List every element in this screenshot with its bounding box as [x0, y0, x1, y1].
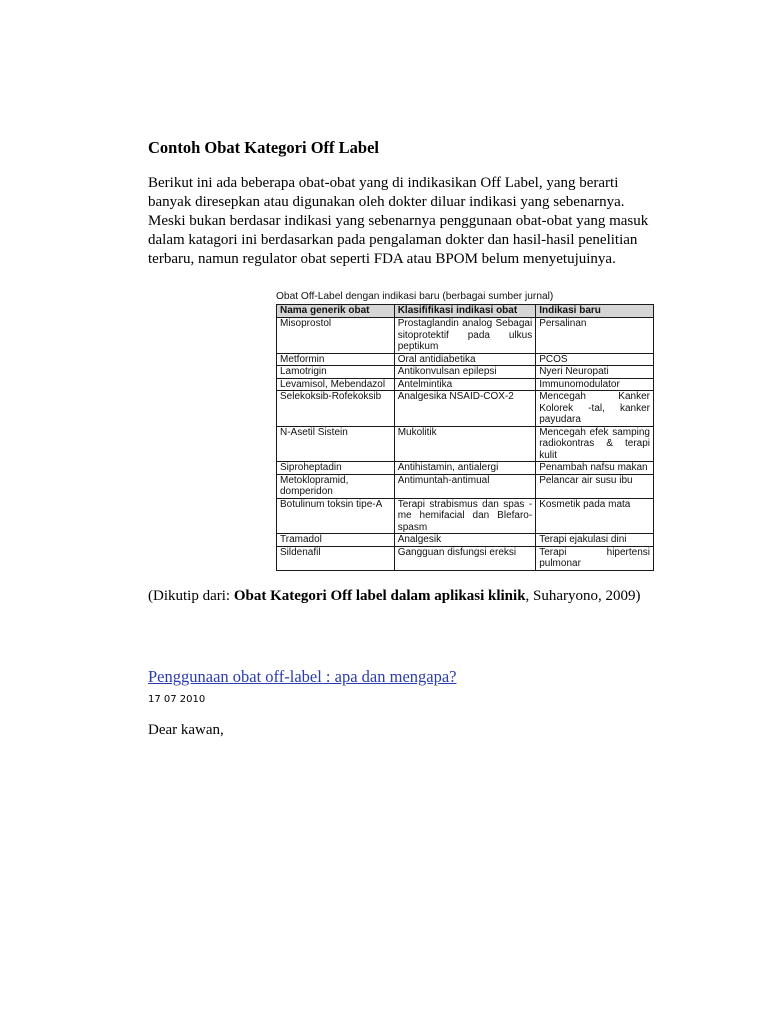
new-indication-cell: Kosmetik pada mata	[536, 498, 654, 534]
drug-name-cell: Sildenafil	[277, 546, 395, 570]
table-body	[277, 318, 654, 571]
citation-source: Obat Kategori Off label dalam aplikasi klinik	[233, 588, 526, 604]
classification-cell: Antikonvulsan epilepsi	[394, 366, 536, 379]
table-row	[277, 546, 654, 570]
new-indication-cell: Persalinan	[536, 318, 654, 354]
section-heading: Contoh Obat Kategori Off Label	[148, 138, 379, 157]
table-row	[277, 378, 654, 391]
classification-cell: Analgesik	[394, 534, 536, 547]
post-date: 17 07 2010	[148, 694, 206, 705]
classification-cell: Analgesika NSAID-COX-2	[394, 391, 536, 427]
table-row	[277, 391, 654, 427]
new-indication-cell: Pelancar air susu ibu	[536, 474, 654, 498]
table-row	[277, 498, 654, 534]
column-header: Indikasi baru	[536, 305, 654, 318]
classification-cell: Antelmintika	[394, 378, 536, 391]
table-header-row	[277, 305, 654, 318]
table-row	[277, 474, 654, 498]
table-row	[277, 366, 654, 379]
new-indication-cell: Immunomodulator	[536, 378, 654, 391]
classification-cell: Prostaglandin analog Sebagai sitoprotektif pada ulkus peptikum	[394, 318, 536, 354]
classification-cell: Gangguan disfungsi ereksi	[394, 546, 536, 570]
post-title-link[interactable]: Penggunaan obat off-label : apa dan mengapa?	[148, 667, 457, 686]
drug-name-cell: Tramadol	[277, 534, 395, 547]
drug-name-cell: Metoklopramid, domperidon	[277, 474, 395, 498]
classification-cell: Mukolitik	[394, 426, 536, 462]
drug-name-cell: Botulinum toksin tipe-A	[277, 498, 395, 534]
table-row	[277, 426, 654, 462]
citation-prefix: (Dikutip dari:	[148, 588, 234, 604]
table-row	[277, 318, 654, 354]
table-row	[277, 353, 654, 366]
drug-name-cell: Metformin	[277, 353, 395, 366]
classification-cell: Oral antidiabetika	[394, 353, 536, 366]
classification-cell: Antihistamin, antialergi	[394, 462, 536, 475]
off-label-drug-table	[276, 304, 654, 571]
new-indication-cell: Terapi ejakulasi dini	[536, 534, 654, 547]
new-indication-cell: Nyeri Neuropati	[536, 366, 654, 379]
citation	[148, 588, 641, 605]
new-indication-cell: Penambah nafsu makan	[536, 462, 654, 475]
citation-suffix: , Suharyono, 2009)	[525, 588, 641, 604]
drug-name-cell: Levamisol, Mebendazol	[277, 378, 395, 391]
classification-cell: Terapi strabismus dan spas -me hemifacial dan Blefaro- spasm	[394, 498, 536, 534]
table-row	[277, 534, 654, 547]
new-indication-cell: Mencegah efek samping radiokontras & terapi kulit	[536, 426, 654, 462]
drug-name-cell: Misoprostol	[277, 318, 395, 354]
new-indication-cell: PCOS	[536, 353, 654, 366]
drug-name-cell: Lamotrigin	[277, 366, 395, 379]
drug-table-figure	[276, 290, 654, 571]
table-row	[277, 462, 654, 475]
column-header: Klasififikasi indikasi obat	[394, 305, 536, 318]
classification-cell: Antimuntah-antimual	[394, 474, 536, 498]
table-caption: Obat Off-Label dengan indikasi baru (berbagai sumber jurnal)	[276, 291, 554, 302]
drug-name-cell: Siproheptadin	[277, 462, 395, 475]
intro-paragraph: Berikut ini ada beberapa obat-obat yang di indikasikan Off Label, yang berarti banyak diresepkan atau digunakan oleh dokter diluar indikasi yang sebenarnya. Meski bukan berdasar indikasi yang sebenarnya penggunaan obat-obat yang masuk dalam katagori ini berdasarkan pada pengalaman dokter dan hasil-hasil penelitian terbaru, namun regulator obat seperti FDA atau BPOM belum menyetujuinya.	[148, 175, 649, 267]
greeting-text: Dear kawan,	[148, 722, 224, 738]
new-indication-cell: Terapi hipertensi pulmonar	[536, 546, 654, 570]
column-header: Nama generik obat	[277, 305, 395, 318]
new-indication-cell: Mencegah Kanker Kolorek -tal, kanker payudara	[536, 391, 654, 427]
drug-name-cell: N-Asetil Sistein	[277, 426, 395, 462]
drug-name-cell: Selekoksib-Rofekoksib	[277, 391, 395, 427]
